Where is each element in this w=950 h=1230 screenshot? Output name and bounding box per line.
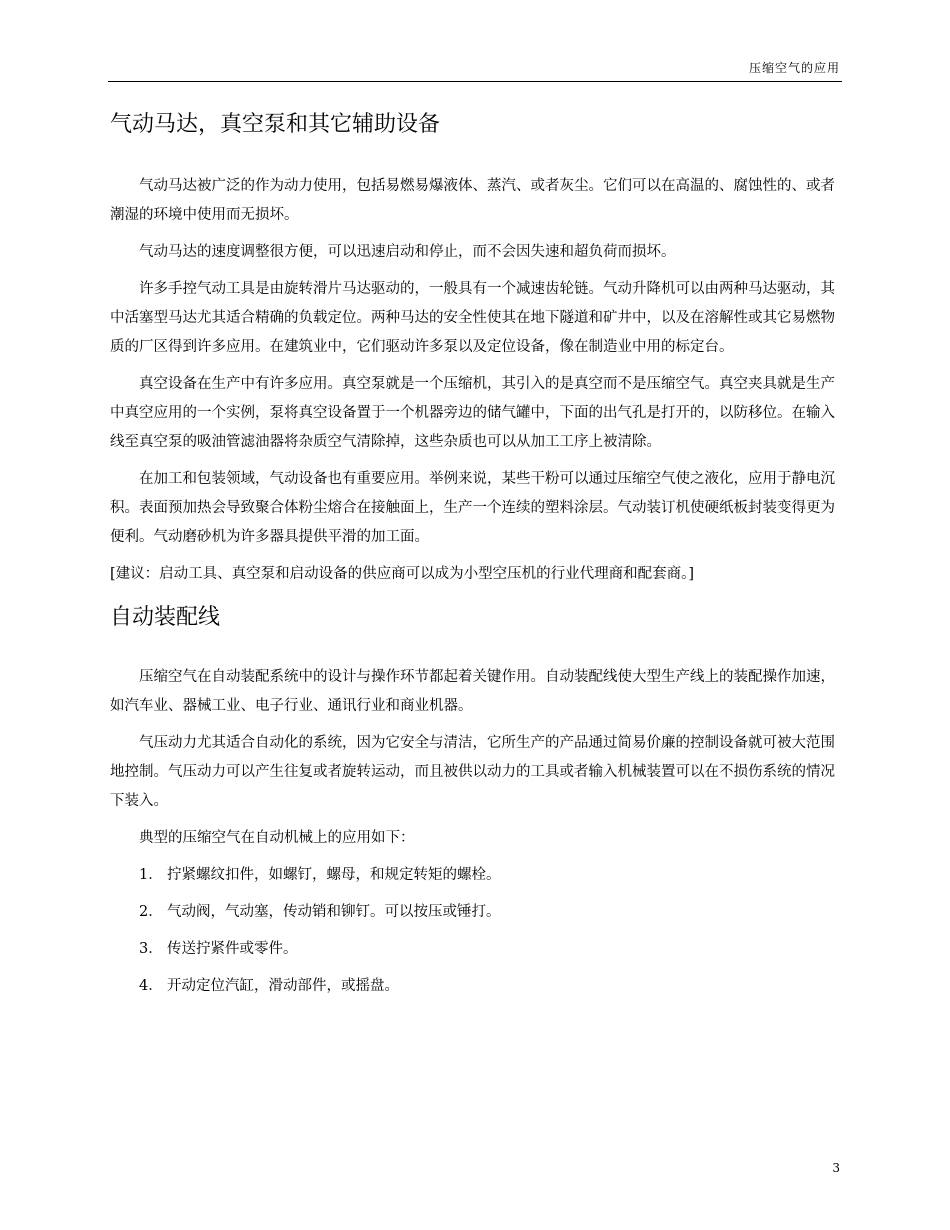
list-number: 2．	[139, 904, 163, 920]
list-number: 3．	[139, 941, 163, 957]
list-number: 4．	[139, 978, 163, 994]
list-item	[110, 935, 841, 964]
list-text: 气动阀，气动塞，传动销和铆钉。可以按压或锤打。	[167, 904, 501, 920]
list-text: 开动定位汽缸，滑动部件，或摇盘。	[167, 978, 399, 994]
paragraph: 气动马达的速度调整很方便，可以迅速启动和停止，而不会因失速和超负荷而损坏。	[139, 244, 676, 260]
page-number: 3	[832, 1161, 840, 1175]
section-heading: 气动马达，真空泵和其它辅助设备	[110, 112, 441, 137]
list-item	[110, 972, 841, 1001]
running-header: 压缩空气的应用	[748, 61, 840, 75]
list-item	[110, 898, 841, 927]
paragraph: 典型的压缩空气在自动机械上的应用如下：	[139, 830, 415, 846]
section-heading: 自动装配线	[110, 605, 221, 630]
applications-list	[110, 861, 841, 1001]
section-pneumatic-motors	[110, 110, 841, 589]
paragraph: 气压动力尤其适合自动化的系统，因为它安全与清洁，它所生产的产品通过简易价廉的控制设备就可被大范围地控制。气压动力可以产生往复或者旋转运动，而且被供以动力的工具或者输入机械装置可以在不损伤系统的情况下装入。	[110, 735, 835, 809]
list-text: 拧紧螺纹扣件，如螺钉，螺母，和规定转矩的螺栓。	[167, 867, 501, 883]
paragraph: 许多手控气动工具是由旋转滑片马达驱动的，一般具有一个减速齿轮链。气动升降机可以由两种马达驱动，其中活塞型马达尤其适合精确的负载定位。两种马达的安全性使其在地下隧道和矿井中，以及在溶解性或其它易燃物质的厂区得到许多应用。在建筑业中，它们驱动许多泵以及定位设备，像在制造业中用的标定台。	[110, 281, 835, 355]
header-rule	[108, 81, 842, 82]
paragraph: 在加工和包装领域，气动设备也有重要应用。举例来说，某些干粉可以通过压缩空气使之液化，应用于静电沉积。表面预加热会导致聚合体粉尘熔合在接触面上，生产一个连续的塑料涂层。气动装订机使硬纸板封装变得更为便利。气动磨砂机为许多器具提供平滑的加工面。	[110, 471, 835, 545]
page-content	[110, 110, 841, 1009]
list-number: 1．	[139, 867, 163, 883]
paragraph: 气动马达被广泛的作为动力使用，包括易燃易爆液体、蒸汽、或者灰尘。它们可以在高温的、腐蚀性的、或者潮湿的环境中使用而无损坏。	[110, 178, 835, 223]
section-automatic-assembly	[110, 603, 841, 1001]
paragraph: 压缩空气在自动装配系统中的设计与操作环节都起着关键作用。自动装配线使大型生产线上的装配操作加速，如汽车业、器械工业、电子行业、通讯行业和商业机器。	[110, 669, 835, 714]
list-text: 传送拧紧件或零件。	[167, 941, 298, 957]
list-item	[110, 861, 841, 890]
paragraph: 真空设备在生产中有许多应用。真空泵就是一个压缩机，其引入的是真空而不是压缩空气。真空夹具就是生产中真空应用的一个实例，泵将真空设备置于一个机器旁边的储气罐中，下面的出气孔是打开的，以防移位。在输入线至真空泵的吸油管滤油器将杂质空气清除掉，这些杂质也可以从加工工序上被清除。	[110, 376, 835, 450]
suggestion-note: [建议：启动工具、真空泵和启动设备的供应商可以成为小型空压机的行业代理商和配套商。]	[110, 566, 695, 582]
